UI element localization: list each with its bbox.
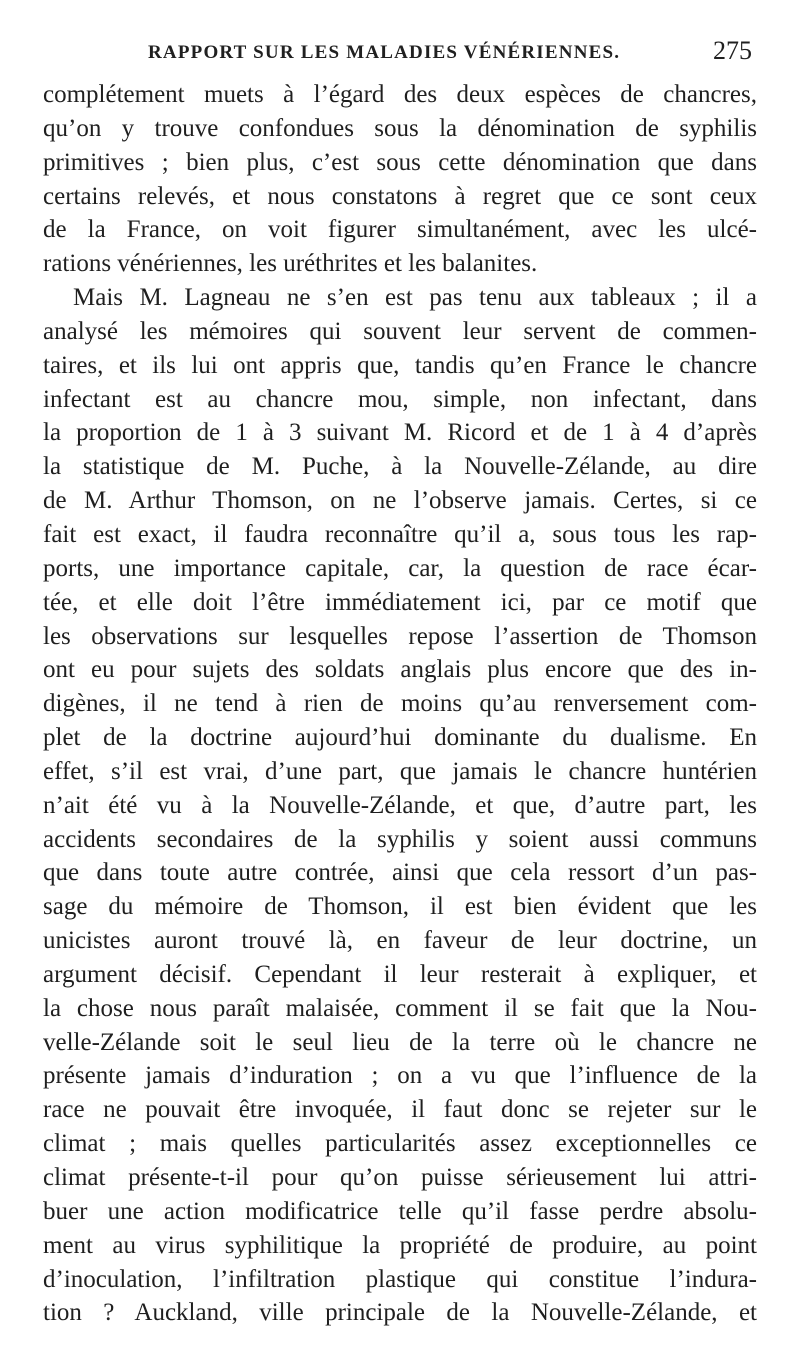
text-line: primitives ; bien plus, c’est sous cette dénomination que dans [43,148,757,176]
running-title: RAPPORT SUR LES MALADIES VÉNÉRIENNES. [148,42,621,63]
text-line: unicistes auront trouvé là, en faveur de leur doctrine, un [43,927,757,955]
text-line: la proportion de 1 à 3 suivant M. Ricord et de 1 à 4 d’après [43,419,757,447]
text-line: Mais M. Lagneau ne s’en est pas tenu aux tableaux ; il a [73,284,757,312]
text-line: de la France, on voit figurer simultanément, avec les ulcé- [43,216,757,244]
text-line: d’inoculation, l’infiltration plastique qui constitue l’indura- [43,1265,757,1293]
text-line: argument décisif. Cependant il leur resterait à expliquer, et [43,960,757,988]
text-line: analysé les mémoires qui souvent leur servent de commen- [43,317,757,345]
text-line: ports, une importance capitale, car, la question de race écar- [43,554,757,582]
text-line: digènes, il ne tend à rien de moins qu’au renversement com- [43,690,757,718]
page-header [40,34,752,74]
text-line: qu’on y trouve confondues sous la dénomination de syphilis [43,114,757,142]
page-number: 275 [713,36,752,65]
text-line: velle-Zélande soit le seul lieu de la terre où le chancre ne [43,1028,757,1056]
text-line: effet, s’il est vrai, d’une part, que jamais le chancre huntérien [43,757,757,785]
text-line: certains relevés, et nous constatons à regret que ce sont ceux [43,182,757,210]
text-line: ont eu pour sujets des soldats anglais plus encore que des in- [43,656,757,684]
paragraph [43,281,757,1330]
text-line: buer une action modificatrice telle qu’il fasse perdre absolu- [43,1197,757,1225]
text-line: la statistique de M. Puche, à la Nouvelle-Zélande, au dire [43,453,757,481]
text-line: n’ait été vu à la Nouvelle-Zélande, et que, d’autre part, les [43,791,757,819]
text-line: taires, et ils lui ont appris que, tandis qu’en France le chancre [43,351,757,379]
text-line: ment au virus syphilitique la propriété de produire, au point [43,1231,757,1259]
text-line: tion ? Auckland, ville principale de la Nouvelle-Zélande, et [43,1299,757,1327]
text-line: rations vénériennes, les uréthrites et les balanites. [43,250,538,278]
body-text [43,78,757,1330]
text-line: tée, et elle doit l’être immédiatement ici, par ce motif que [43,588,757,616]
text-line: présente jamais d’induration ; on a vu que l’influence de la [43,1062,757,1090]
paragraph [43,78,757,281]
text-line: sage du mémoire de Thomson, il est bien évident que les [43,893,757,921]
text-line: climat présente-t-il pour qu’on puisse sérieusement lui attri- [43,1164,757,1191]
text-line: la chose nous paraît malaisée, comment il se fait que la Nou- [43,994,757,1022]
text-line: fait est exact, il faudra reconnaître qu’il a, sous tous les rap- [43,520,757,548]
text-line: infectant est au chancre mou, simple, non infectant, dans [43,385,757,413]
text-line: climat ; mais quelles particularités assez exceptionnelles ce [43,1130,757,1158]
text-line: complétement muets à l’égard des deux espèces de chancres, [43,81,757,108]
text-line: les observations sur lesquelles repose l’assertion de Thomson [43,622,757,650]
text-line: que dans toute autre contrée, ainsi que cela ressort d’un pas- [43,859,757,887]
text-line: plet de la doctrine aujourd’hui dominante du dualisme. En [43,724,757,752]
text-line: de M. Arthur Thomson, on ne l’observe jamais. Certes, si ce [43,487,757,515]
text-line: accidents secondaires de la syphilis y soient aussi communs [43,825,757,853]
text-line: race ne pouvait être invoquée, il faut donc se rejeter sur le [43,1096,757,1124]
